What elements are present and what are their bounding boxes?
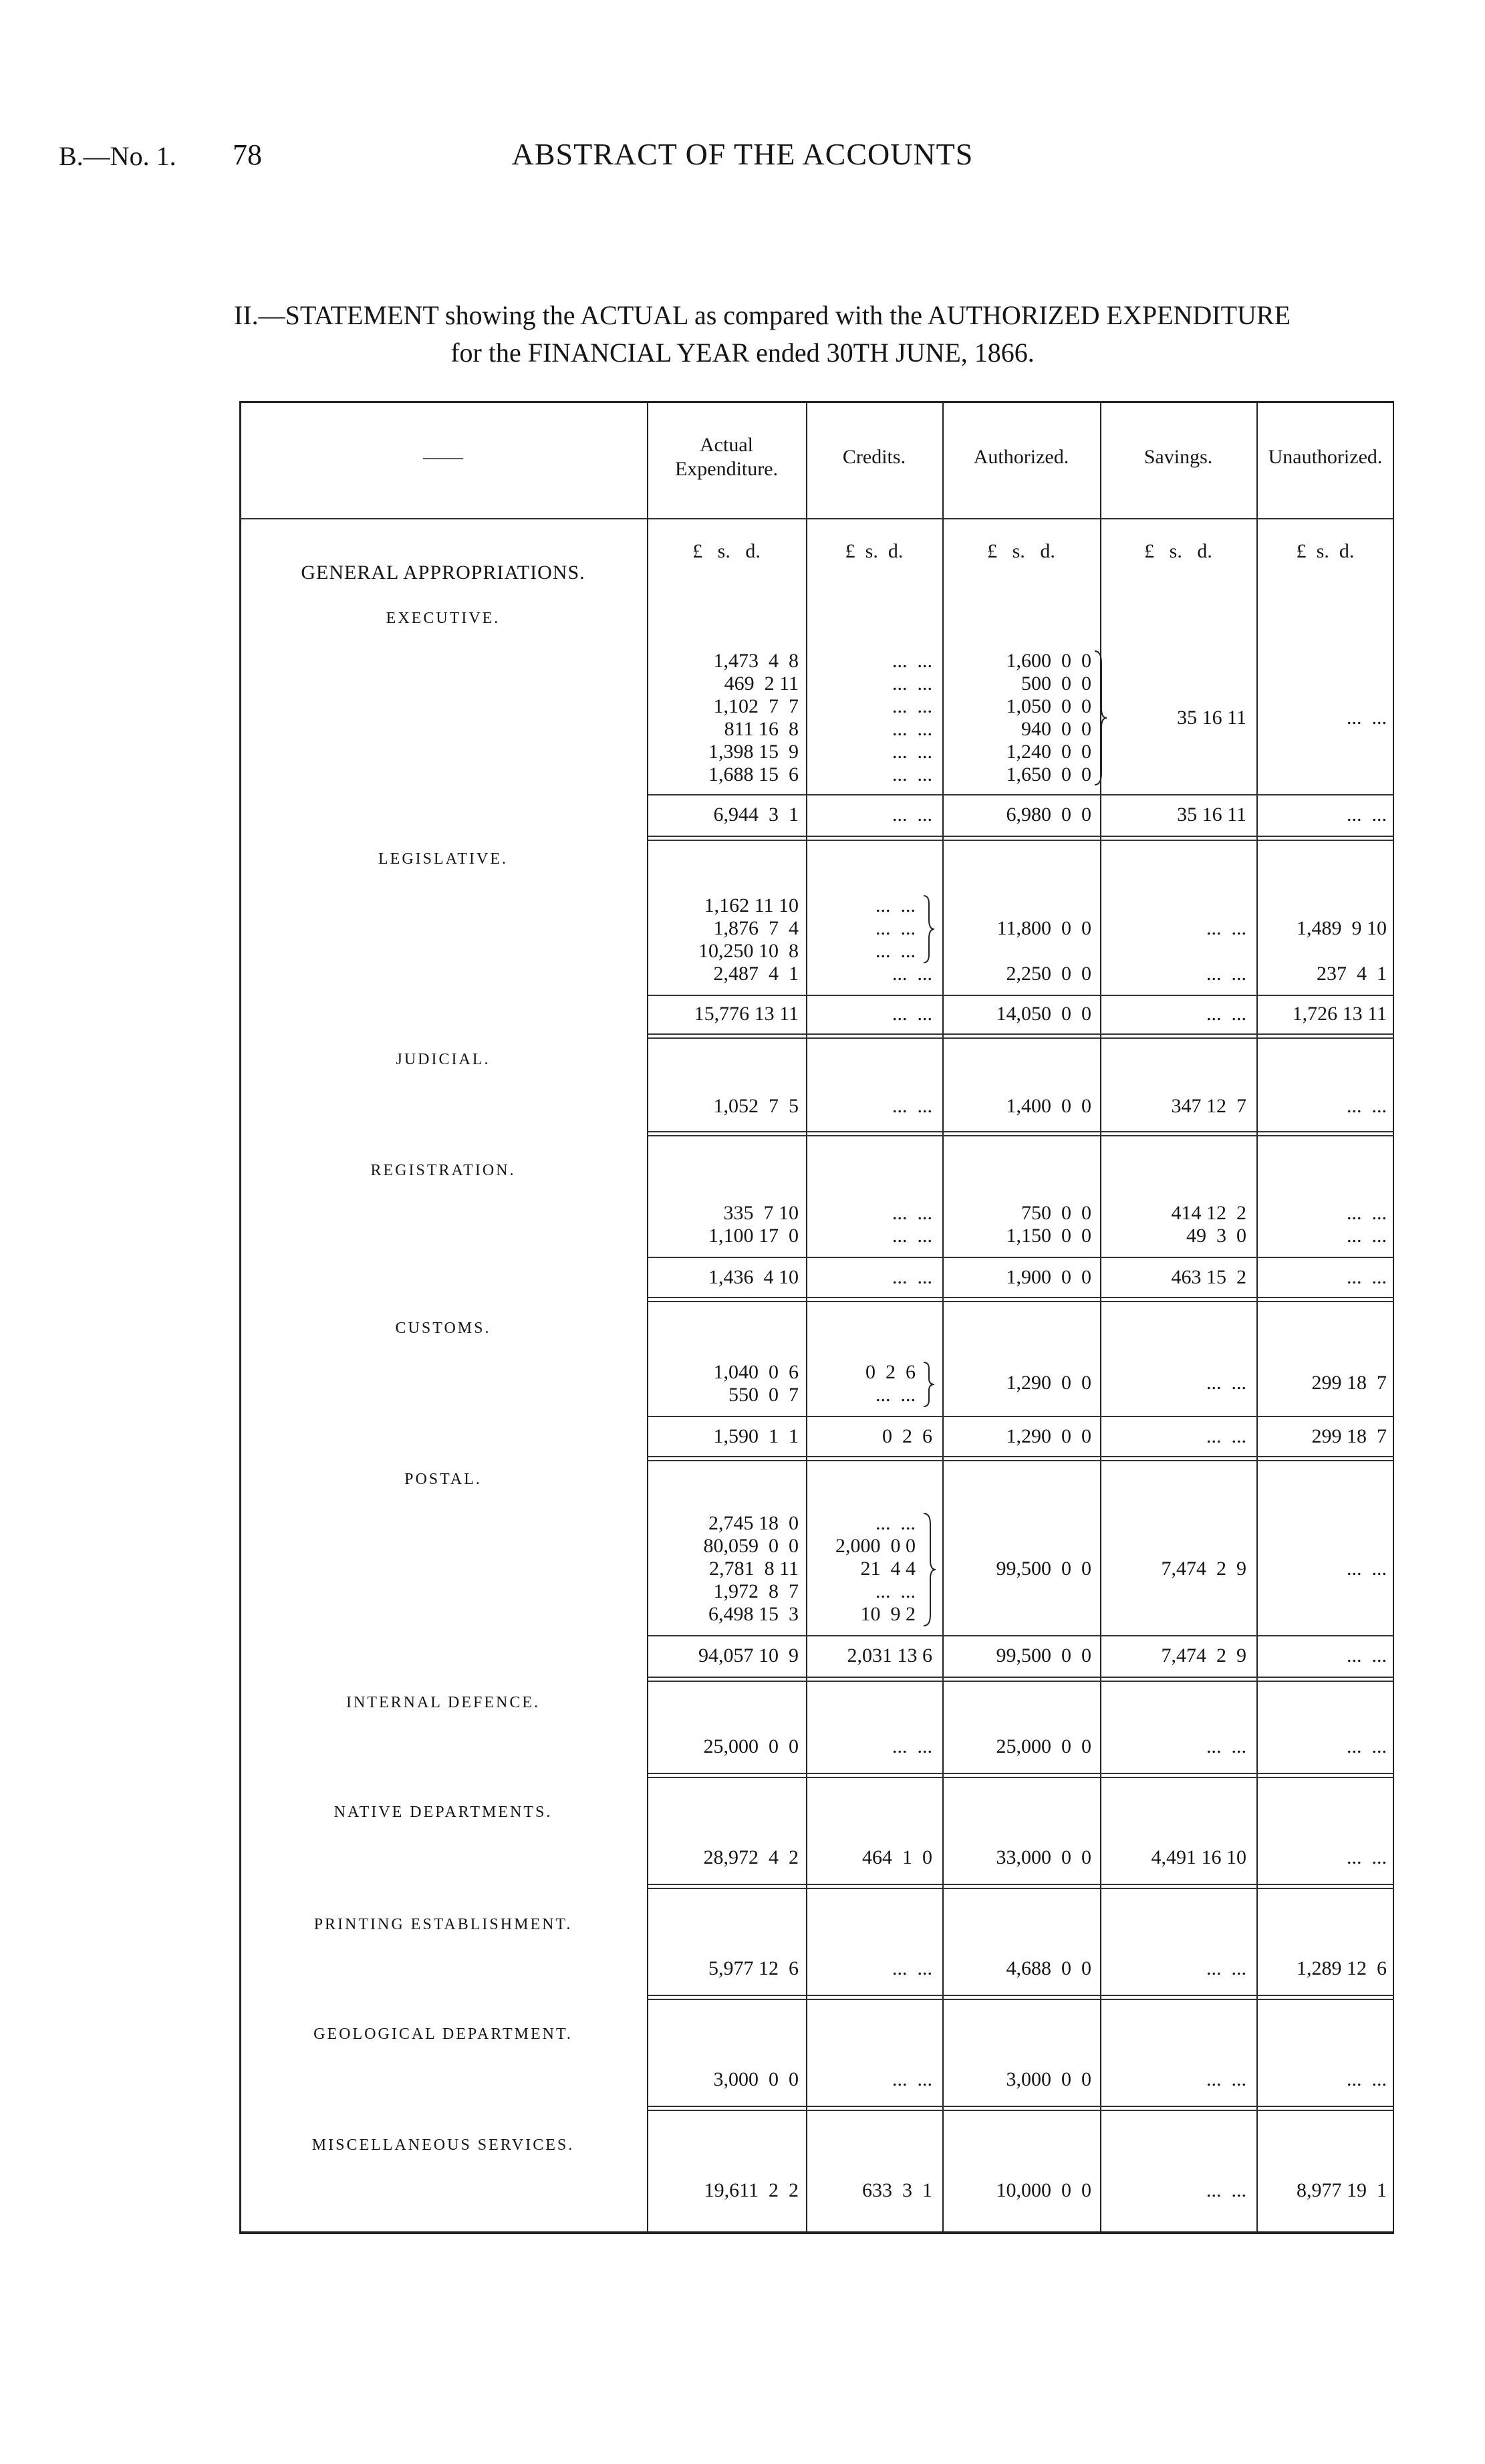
credits-value: ... ... [892, 2068, 932, 2090]
credits-value: ... ... [892, 963, 932, 985]
section-double-rule [647, 1131, 1394, 1136]
unauthorized-value: ... ... [1347, 707, 1387, 729]
total-savings: ... ... [1206, 1003, 1246, 1025]
authorized-value: 25,000 0 0 [996, 1735, 1091, 1757]
credits-value: ... ... [875, 1384, 916, 1406]
savings-value: 49 3 0 [1186, 1225, 1246, 1247]
savings-value: ... ... [1206, 2179, 1246, 2201]
authorized-header: Authorized. [973, 446, 1069, 468]
statement-title: II.—STATEMENT showing the ACTUAL as compared with the AUTHORIZED EXPENDITURE [234, 300, 1291, 330]
total-credits: 2,031 13 6 [847, 1644, 932, 1667]
subtotal-rule [647, 995, 1394, 996]
savings-value: ... ... [1206, 1735, 1246, 1757]
actual-value: 19,611 2 2 [704, 2179, 799, 2201]
total-unauthorized: ... ... [1347, 1266, 1387, 1288]
actual-value: 550 0 7 [728, 1384, 799, 1406]
actual-value: 1,398 15 9 [708, 741, 799, 763]
credits-value: 21 4 4 [860, 1558, 916, 1580]
total-unauthorized: ... ... [1347, 804, 1387, 826]
actual-value: 1,688 15 6 [708, 763, 799, 785]
brace-icon [921, 894, 936, 964]
section-double-rule [647, 836, 1394, 841]
section-heading-customs: CUSTOMS. [395, 1320, 491, 1337]
total-savings: 35 16 11 [1177, 804, 1246, 826]
credits-value: ... ... [892, 1957, 932, 1979]
savings-value: 7,474 2 9 [1161, 1558, 1246, 1580]
total-unauthorized: 1,726 13 11 [1292, 1003, 1387, 1025]
savings-value: ... ... [1206, 917, 1246, 939]
section-double-rule [647, 2106, 1394, 2111]
credits-value: ... ... [892, 695, 932, 717]
credits-value: ... ... [892, 1735, 932, 1757]
actual-value: 1,040 0 6 [713, 1361, 799, 1383]
unit-label: £ s. d. [845, 540, 904, 562]
total-credits: ... ... [892, 804, 932, 826]
section-double-rule [647, 1884, 1394, 1889]
actual-value: 80,059 0 0 [703, 1535, 799, 1557]
total-credits: ... ... [892, 1003, 932, 1025]
page-number: 78 [233, 138, 262, 171]
subtotal-rule [647, 1635, 1394, 1636]
actual-value: 3,000 0 0 [713, 2068, 799, 2090]
actual-value: 1,972 8 7 [713, 1580, 799, 1602]
authorized-value: 1,150 0 0 [1006, 1225, 1091, 1247]
total-unauthorized: 299 18 7 [1311, 1425, 1387, 1447]
authorized-value: 11,800 0 0 [996, 917, 1091, 939]
subtotal-rule [647, 1257, 1394, 1258]
credits-value: 0 2 6 [865, 1361, 916, 1383]
table-bottom-rule [239, 2231, 1394, 2234]
unauthorized-header: Unauthorized. [1268, 446, 1383, 468]
section-heading-postal: POSTAL. [404, 1471, 482, 1488]
total-savings: 463 15 2 [1171, 1266, 1246, 1288]
section-heading-executive: EXECUTIVE. [386, 610, 501, 627]
actual-value: 1,473 4 8 [713, 650, 799, 672]
authorized-value: 1,600 0 0 [1006, 650, 1091, 672]
authorized-value: 750 0 0 [1021, 1202, 1091, 1224]
authorized-value: 500 0 0 [1021, 672, 1091, 695]
subtotal-rule [647, 794, 1394, 795]
authorized-value: 3,000 0 0 [1006, 2068, 1091, 2090]
brace-icon [921, 1512, 937, 1627]
subtotal-rule [647, 1416, 1394, 1417]
section-double-rule [647, 1773, 1394, 1778]
general-appropriations-heading: GENERAL APPROPRIATIONS. [301, 562, 585, 584]
table-top-rule [239, 401, 1394, 403]
unit-label: £ s. d. [1144, 540, 1212, 562]
authorized-value: 33,000 0 0 [996, 1846, 1091, 1868]
actual-value: 811 16 8 [724, 718, 799, 740]
section-double-rule [647, 1297, 1394, 1302]
unauthorized-value: ... ... [1347, 1558, 1387, 1580]
section-heading-internal-defence: INTERNAL DEFENCE. [346, 1694, 541, 1711]
section-heading-native-departments: NATIVE DEPARTMENTS. [333, 1804, 553, 1821]
unauthorized-value: 1,289 12 6 [1297, 1957, 1387, 1979]
authorized-value: 99,500 0 0 [996, 1558, 1091, 1580]
unauthorized-value: ... ... [1347, 1095, 1387, 1117]
section-double-rule [647, 1677, 1394, 1682]
column-rule [942, 401, 944, 2234]
actual-value: 1,876 7 4 [713, 917, 799, 939]
actual-value: 2,745 18 0 [708, 1512, 799, 1534]
total-credits: ... ... [892, 1266, 932, 1288]
authorized-value: 940 0 0 [1021, 718, 1091, 740]
credits-value: 2,000 0 0 [835, 1535, 916, 1557]
total-actual: 1,590 1 1 [713, 1425, 799, 1447]
section-heading-geological: GEOLOGICAL DEPARTMENT. [313, 2025, 573, 2043]
authorized-value: 1,290 0 0 [1006, 1372, 1091, 1394]
unauthorized-value: ... ... [1347, 1735, 1387, 1757]
actual-value: 2,781 8 11 [709, 1558, 799, 1580]
total-authorized: 1,900 0 0 [1006, 1266, 1091, 1288]
credits-value: ... ... [875, 1580, 916, 1602]
total-savings: ... ... [1206, 1425, 1246, 1447]
savings-value: ... ... [1206, 1957, 1246, 1979]
actual-value: 2,487 4 1 [713, 963, 799, 985]
credits-value: ... ... [892, 763, 932, 785]
section-double-rule [647, 1456, 1394, 1461]
credits-value: ... ... [892, 741, 932, 763]
total-actual: 94,057 10 9 [698, 1644, 799, 1667]
unit-label: £ s. d. [1296, 540, 1355, 562]
authorized-value: 1,240 0 0 [1006, 741, 1091, 763]
credits-value: ... ... [892, 650, 932, 672]
actual-value: 28,972 4 2 [703, 1846, 799, 1868]
section-heading-registration: REGISTRATION. [370, 1162, 516, 1179]
unauthorized-value: 8,977 19 1 [1297, 2179, 1387, 2201]
credits-value: ... ... [892, 718, 932, 740]
total-actual: 1,436 4 10 [708, 1266, 799, 1288]
credits-value: ... ... [892, 672, 932, 695]
unit-label: £ s. d. [692, 540, 761, 562]
actual-value: 1,102 7 7 [713, 695, 799, 717]
actual-value: 335 7 10 [723, 1202, 799, 1224]
column-rule [806, 401, 807, 2234]
actual-value: 25,000 0 0 [703, 1735, 799, 1757]
section-heading-legislative: LEGISLATIVE. [378, 850, 508, 868]
actual-expenditure-header: Actual Expenditure. [674, 434, 779, 480]
savings-value: 414 12 2 [1171, 1202, 1246, 1224]
credits-value: ... ... [892, 1202, 932, 1224]
actual-value: 469 2 11 [724, 672, 799, 695]
column-rule [1256, 401, 1258, 2234]
authorized-value: 10,000 0 0 [996, 2179, 1091, 2201]
unauthorized-value: ... ... [1347, 1202, 1387, 1224]
actual-value: 1,100 17 0 [708, 1225, 799, 1247]
total-authorized: 6,980 0 0 [1006, 804, 1091, 826]
authorized-value: 1,400 0 0 [1006, 1095, 1091, 1117]
credits-value: ... ... [875, 940, 916, 962]
statement-subtitle: for the FINANCIAL YEAR ended 30TH JUNE, 1866. [450, 338, 1035, 368]
unit-label: £ s. d. [987, 540, 1055, 562]
section-heading-miscellaneous: MISCELLANEOUS SERVICES. [311, 2136, 575, 2154]
section-heading-printing: PRINTING ESTABLISHMENT. [313, 1916, 573, 1933]
savings-value: ... ... [1206, 2068, 1246, 2090]
unauthorized-value: ... ... [1347, 1225, 1387, 1247]
section-double-rule [647, 1033, 1394, 1039]
unauthorized-value: 237 4 1 [1317, 963, 1387, 985]
total-authorized: 1,290 0 0 [1006, 1425, 1091, 1447]
actual-value: 1,162 11 10 [704, 894, 799, 916]
savings-value: ... ... [1206, 1372, 1246, 1394]
unauthorized-value: ... ... [1347, 1846, 1387, 1868]
total-actual: 15,776 13 11 [694, 1003, 799, 1025]
authorized-value: 1,650 0 0 [1006, 763, 1091, 785]
actual-value: 5,977 12 6 [708, 1957, 799, 1979]
savings-value: 4,491 16 10 [1151, 1846, 1246, 1868]
actual-value: 10,250 10 8 [698, 940, 799, 962]
authorized-value: 4,688 0 0 [1006, 1957, 1091, 1979]
actual-value: 6,498 15 3 [708, 1603, 799, 1625]
credits-value: ... ... [892, 1095, 932, 1117]
authorized-value: 2,250 0 0 [1006, 963, 1091, 985]
unauthorized-value: 1,489 9 10 [1297, 917, 1387, 939]
document-series: B.—No. 1. [59, 141, 176, 171]
credits-value: ... ... [875, 1512, 916, 1534]
credits-value: ... ... [875, 917, 916, 939]
total-savings: 7,474 2 9 [1161, 1644, 1246, 1667]
total-credits: 0 2 6 [882, 1425, 932, 1447]
credits-value: 464 1 0 [862, 1846, 932, 1868]
credits-value: ... ... [875, 894, 916, 916]
total-authorized: 99,500 0 0 [996, 1644, 1091, 1667]
unauthorized-value: 299 18 7 [1311, 1372, 1387, 1394]
savings-header: Savings. [1143, 446, 1213, 468]
credits-value: 10 9 2 [860, 1603, 916, 1625]
header-rule [239, 518, 1394, 519]
column-rule [647, 401, 648, 2234]
section-heading-judicial: JUDICIAL. [396, 1051, 491, 1068]
running-title: ABSTRACT OF THE ACCOUNTS [511, 137, 974, 171]
brace-icon [921, 1361, 936, 1408]
total-authorized: 14,050 0 0 [996, 1003, 1091, 1025]
credits-value: 633 3 1 [862, 2179, 932, 2201]
total-actual: 6,944 3 1 [713, 804, 799, 826]
unauthorized-value: ... ... [1347, 2068, 1387, 2090]
authorized-value: 1,050 0 0 [1006, 695, 1091, 717]
total-unauthorized: ... ... [1347, 1644, 1387, 1667]
section-double-rule [647, 1995, 1394, 2000]
credits-value: ... ... [892, 1225, 932, 1247]
savings-value: 347 12 7 [1171, 1095, 1246, 1117]
savings-value: ... ... [1206, 963, 1246, 985]
blank-column-header: —— [423, 446, 463, 468]
savings-value: 35 16 11 [1177, 707, 1246, 729]
actual-value: 1,052 7 5 [713, 1095, 799, 1117]
credits-header: Credits. [842, 446, 906, 468]
